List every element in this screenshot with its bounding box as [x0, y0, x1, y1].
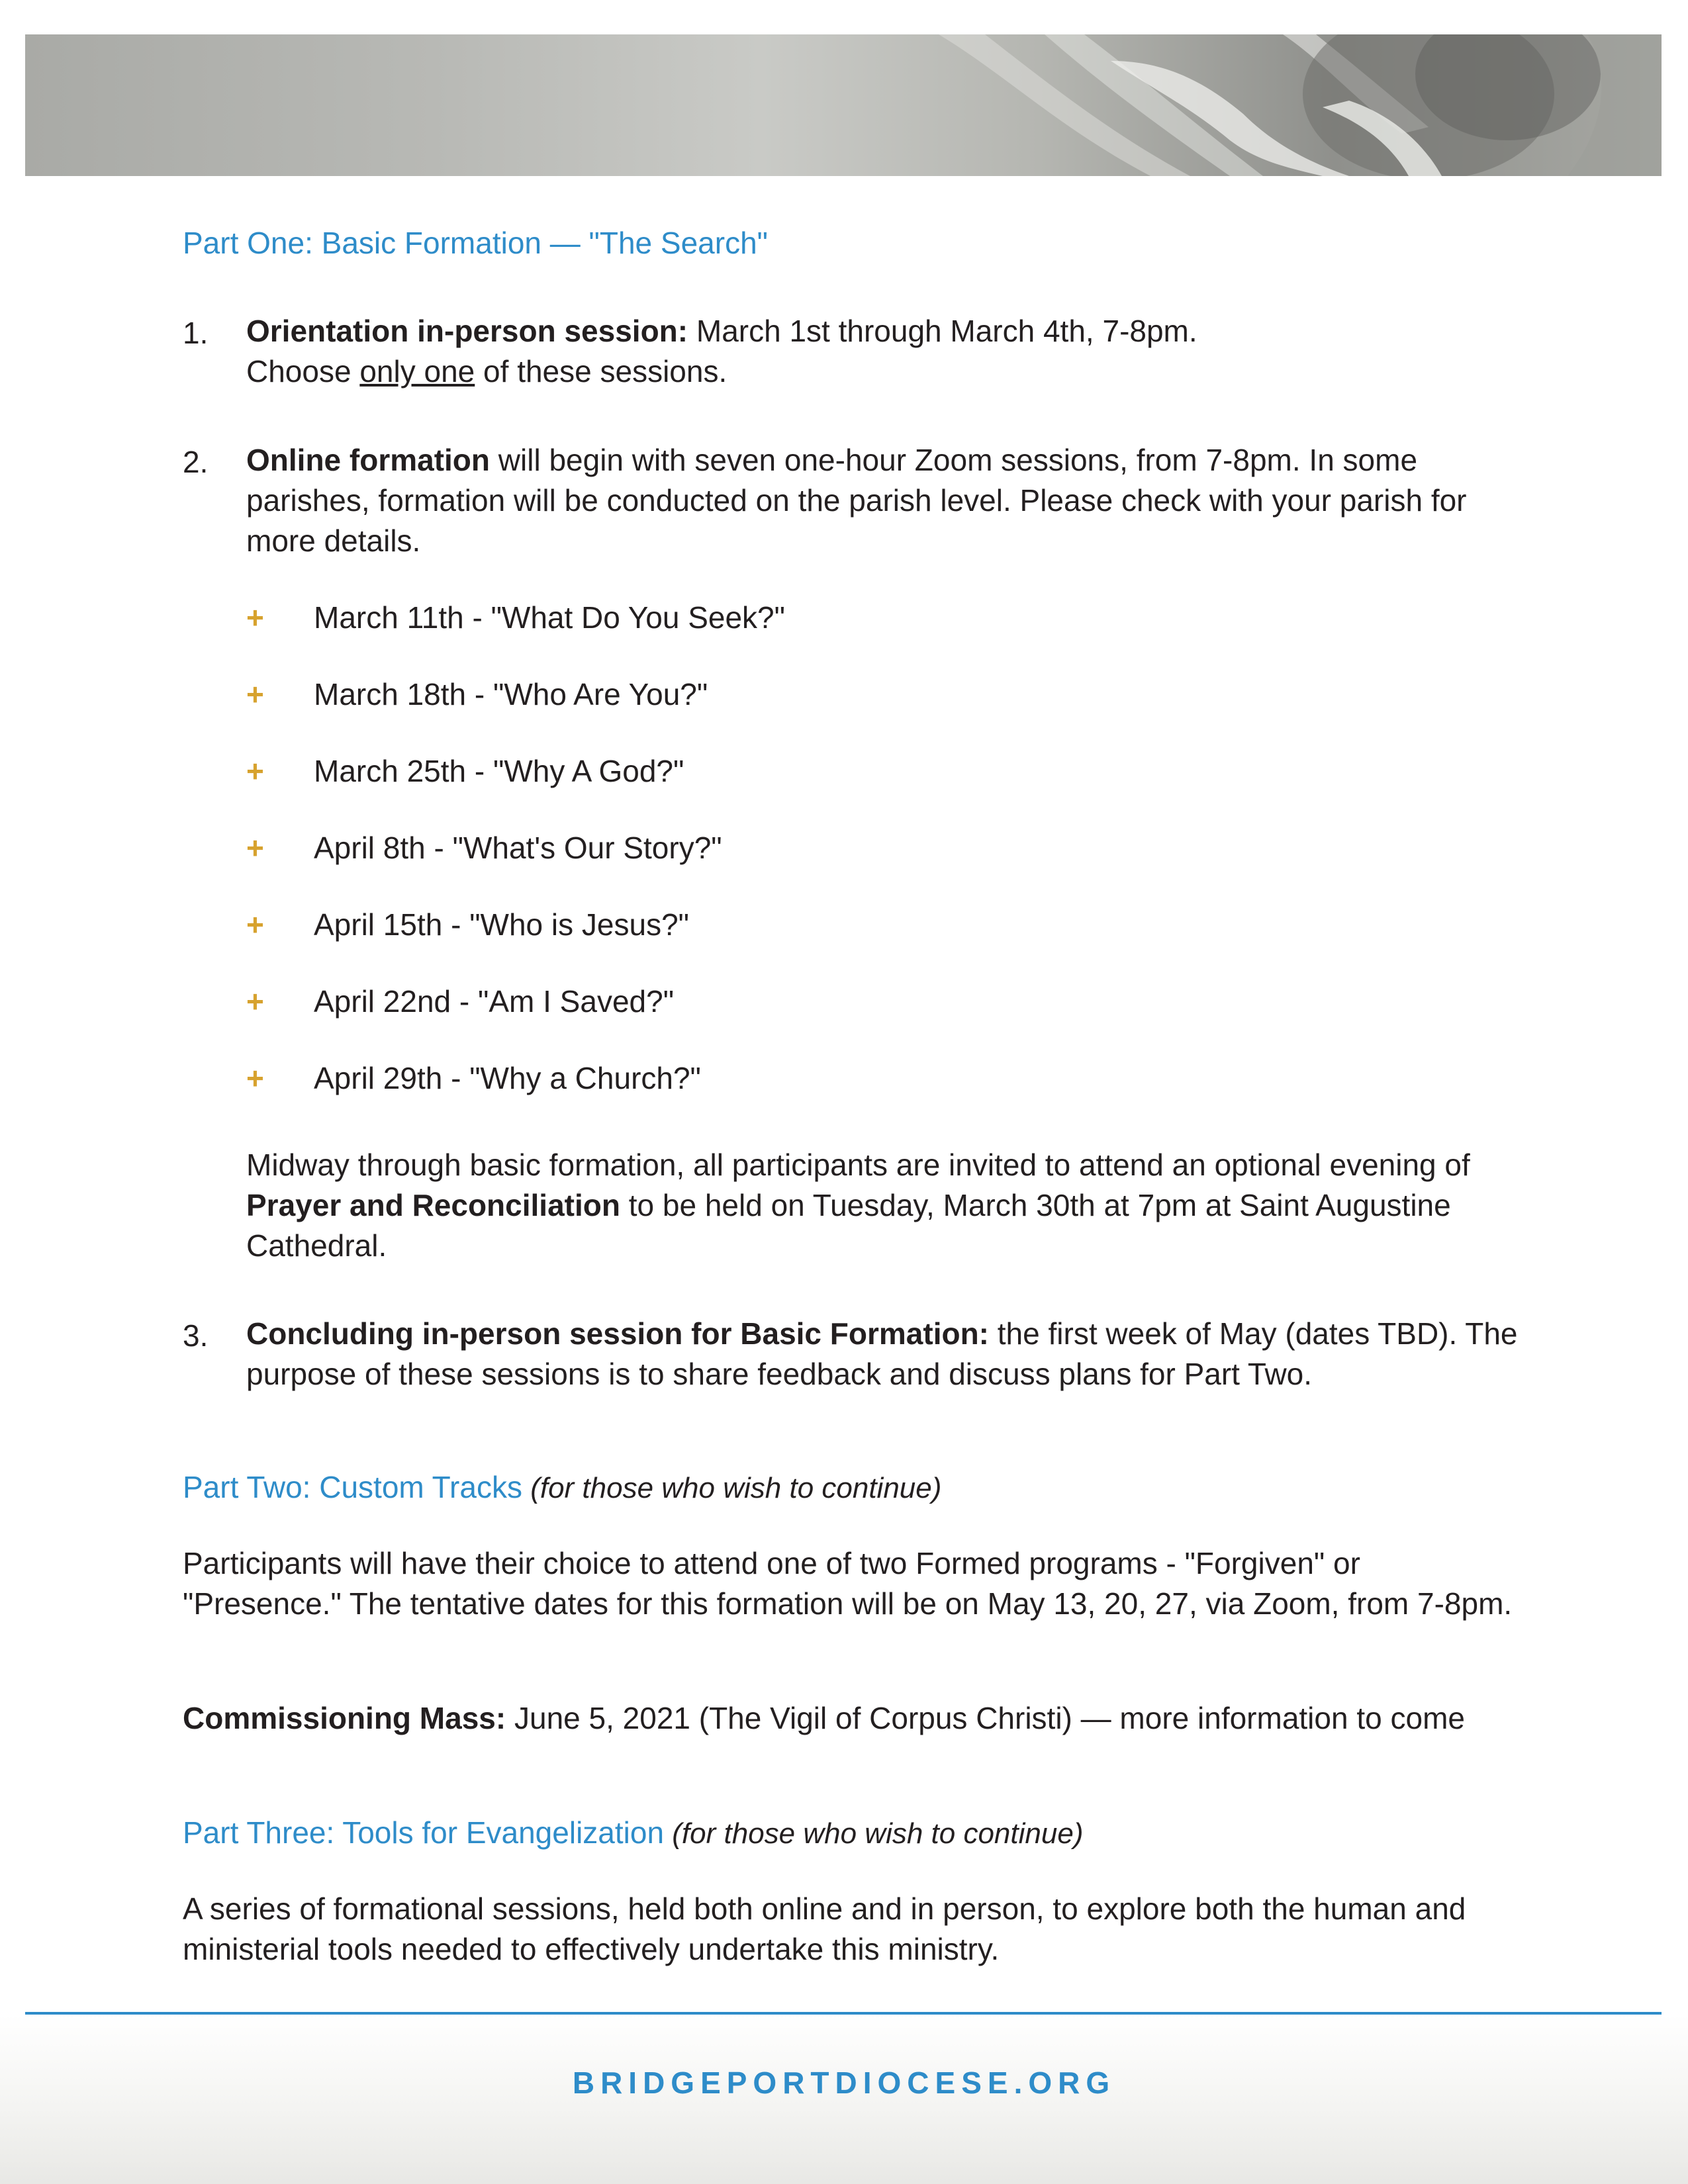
part-three-body: A series of formational sessions, held both online and in person, to explore both the human and ministerial tools needed to effectively undertake this ministry. — [183, 1891, 1466, 1966]
item-1-label: Orientation in-person session: — [246, 314, 688, 348]
bullet-plus-icon: + — [246, 1061, 264, 1095]
session-item: April 22nd - "Am I Saved?" — [314, 984, 675, 1019]
item-2-label: Online formation — [246, 443, 490, 477]
part-three-title: Part Three: Tools for Evangelization — [183, 1815, 665, 1850]
footer-url: BRIDGEPORTDIOCESE.ORG — [572, 2066, 1116, 2100]
bullet-plus-icon: + — [246, 677, 264, 711]
only-one-emphasis: only one — [359, 354, 475, 388]
session-item: March 18th - "Who Are You?" — [314, 677, 708, 711]
session-item: March 11th - "What Do You Seek?" — [314, 600, 785, 635]
item-1-line2-post: of these sessions. — [475, 354, 727, 388]
bullet-plus-icon: + — [246, 984, 264, 1019]
commissioning-mass-label: Commissioning Mass: — [183, 1701, 506, 1735]
prayer-reconciliation-label: Prayer and Reconciliation — [246, 1188, 620, 1222]
item-3-label: Concluding in-person session for Basic Formation: — [246, 1316, 989, 1351]
part-two-title: Part Two: Custom Tracks — [183, 1470, 522, 1504]
part-one-heading: Part One: Basic Formation — "The Search" — [183, 226, 768, 260]
item-1-number: 1. — [183, 316, 209, 350]
prayer-reconciliation-paragraph — [246, 1145, 1537, 1266]
item-2-number: 2. — [183, 445, 209, 479]
item-3-text — [246, 1314, 1537, 1394]
part-two-note: (for those who wish to continue) — [522, 1472, 942, 1504]
item-2-detail: will begin with seven one-hour Zoom sessions, from 7-8pm. In some parishes, formation will be conducted on the parish level. Please check with your parish for more details. — [246, 443, 1467, 558]
session-item: March 25th - "Why A God?" — [314, 754, 684, 788]
part-three-heading — [183, 1815, 1083, 1850]
part-two-heading — [183, 1469, 941, 1505]
bullet-plus-icon: + — [246, 831, 264, 865]
session-item: April 8th - "What's Our Story?" — [314, 831, 722, 865]
session-item: April 29th - "Why a Church?" — [314, 1061, 701, 1095]
session-item: April 15th - "Who is Jesus?" — [314, 907, 689, 942]
midway-text-pre: Midway through basic formation, all participants are invited to attend an optional evening of — [246, 1148, 1470, 1182]
item-3-detail: the first week of May (dates TBD). The purpose of these sessions is to share feedback and discuss plans for Part Two. — [246, 1316, 1518, 1391]
part-two-body: Participants will have their choice to attend one of two Formed programs - "Forgiven" or "Presence." The tentative dates for this formation will be on May 13, 20, 27, via Zoom, from 7-8pm. — [183, 1546, 1513, 1621]
item-3-number: 3. — [183, 1318, 209, 1353]
item-2-text — [246, 440, 1537, 561]
item-1-detail: March 1st through March 4th, 7-8pm. — [688, 314, 1197, 348]
bullet-plus-icon: + — [246, 907, 264, 942]
bullet-plus-icon: + — [246, 600, 264, 635]
midway-text-post: to be held on Tuesday, March 30th at 7pm at Saint Augustine Cathedral. — [246, 1188, 1451, 1263]
commissioning-mass — [183, 1698, 1513, 1739]
item-1-line2-pre: Choose — [246, 354, 360, 388]
commissioning-mass-text: June 5, 2021 (The Vigil of Corpus Christi) — more information to come — [506, 1701, 1465, 1735]
part-three-note: (for those who wish to continue) — [664, 1817, 1084, 1850]
bullet-plus-icon: + — [246, 754, 264, 788]
item-1-text — [246, 311, 1537, 392]
